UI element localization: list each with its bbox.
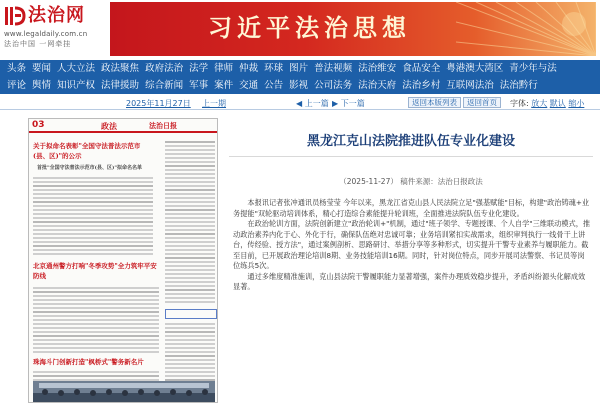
paper-right-column bbox=[165, 141, 215, 305]
title-divider bbox=[229, 156, 593, 157]
nav-item[interactable]: 交通 bbox=[239, 80, 259, 91]
nav-item[interactable]: 要闻 bbox=[32, 63, 52, 74]
article-panel bbox=[225, 118, 597, 403]
nav-item[interactable]: 法治天府 bbox=[358, 80, 397, 91]
article-meta: （2025-11-27） 稿件来源：法治日报政法 bbox=[339, 177, 483, 186]
next-article-link[interactable]: ▶ 下一篇 bbox=[332, 99, 365, 108]
nav-item[interactable]: 普法视频 bbox=[314, 63, 353, 74]
nav-item[interactable]: 互联网法治 bbox=[446, 80, 494, 91]
font-default-link[interactable]: 默认 bbox=[549, 99, 566, 108]
nav-item[interactable]: 舆情 bbox=[32, 80, 52, 91]
nav-item[interactable]: 粤港澳大湾区 bbox=[446, 63, 504, 74]
nav-item[interactable]: 图片 bbox=[289, 63, 309, 74]
nav-item[interactable]: 法学 bbox=[189, 63, 209, 74]
site-logo[interactable] bbox=[4, 3, 104, 53]
prev-issue-link[interactable]: 上一期 bbox=[202, 99, 226, 108]
paper-headline-2[interactable]: 北京通州警方打响"冬季攻势"全力筑牢平安防线 bbox=[33, 262, 157, 280]
article-body bbox=[233, 198, 591, 293]
banner-rays-decoration bbox=[456, 2, 596, 56]
paper-headline-1[interactable]: 关于拟命名表彰"全国守法普法示范市(县、区)"的公示 bbox=[33, 142, 141, 160]
main-nav bbox=[0, 60, 600, 94]
paper-article-highlight[interactable] bbox=[165, 309, 217, 319]
nav-item[interactable]: 人大立法 bbox=[57, 63, 96, 74]
nav-item[interactable]: 法律援助 bbox=[101, 80, 140, 91]
nav-item[interactable]: 律师 bbox=[214, 63, 234, 74]
newspaper-page-image[interactable] bbox=[28, 118, 218, 403]
nav-item[interactable]: 头条 bbox=[7, 63, 27, 74]
paper-column-text bbox=[33, 177, 153, 257]
issue-date-link[interactable]: 2025年11月27日 bbox=[126, 99, 191, 108]
nav-item[interactable]: 政法聚焦 bbox=[101, 63, 140, 74]
prev-article-link[interactable]: ◀ 上一篇 bbox=[296, 99, 329, 108]
nav-row-primary bbox=[0, 60, 600, 77]
nav-item[interactable]: 公司法务 bbox=[314, 80, 353, 91]
back-to-home-button[interactable]: 返回首页 bbox=[463, 97, 501, 108]
nav-item[interactable]: 政府法治 bbox=[145, 63, 184, 74]
banner-title: 习近平法治思想 bbox=[208, 13, 411, 42]
nav-item[interactable]: 青少年与法 bbox=[509, 63, 557, 74]
article-paragraph: 在政治轮训方面，法院创新建立"政治轮训+"机制，通过"班子领学、专题授课、个人自学"三维联动模式，推动政治素养内化于心、外化于行，确保队伍绝对忠诚可靠；业务培训紧扣实战需求，组织审判执行一线骨干上讲台，传经验、授方法"，通过案例剖析、思路研讨、举措分享等多种形式，切实提升干警专业素养与履职能力。截至目前，已开展政治理论培训8期、业务技能培训16期。同时，针对岗位特点，同步开展司法警察、书记员等岗位练兵5次。 bbox=[233, 219, 591, 270]
nav-item[interactable]: 评论 bbox=[7, 80, 27, 91]
paper-masthead: 法治日报 bbox=[149, 122, 177, 130]
logo-text: 法治网 bbox=[28, 5, 85, 26]
font-size-label: 字体: bbox=[510, 99, 529, 108]
paper-column-text bbox=[33, 287, 159, 355]
nav-item[interactable]: 法治乡村 bbox=[402, 80, 441, 91]
paper-section-name: 政法 bbox=[101, 122, 117, 131]
nav-item[interactable]: 军事 bbox=[189, 80, 209, 91]
font-large-link[interactable]: 放大 bbox=[531, 99, 548, 108]
site-slogan: 法治中国 一网牵挂 bbox=[4, 40, 72, 48]
nav-row-secondary bbox=[0, 77, 600, 94]
paper-photo bbox=[33, 381, 215, 403]
paper-headline-3[interactable]: 珠海斗门创新打造"枫桥式"警务新名片 bbox=[33, 358, 144, 366]
issue-toolbar bbox=[0, 96, 600, 110]
paper-page-number: 03 bbox=[32, 120, 45, 130]
paper-subhead-1: 首批"全国守法普法示范市(县、区)"拟命名名单 bbox=[37, 165, 142, 171]
logo-emblem-icon bbox=[4, 5, 26, 27]
site-header bbox=[0, 0, 600, 58]
article-title: 黑龙江克山法院推进队伍专业化建设 bbox=[306, 134, 515, 149]
nav-item[interactable]: 公告 bbox=[264, 80, 284, 91]
nav-item[interactable]: 食品安全 bbox=[402, 63, 441, 74]
nav-item[interactable]: 环球 bbox=[264, 63, 284, 74]
nav-item[interactable]: 法治黔行 bbox=[499, 80, 538, 91]
font-small-link[interactable]: 缩小 bbox=[568, 99, 585, 108]
back-to-list-button[interactable]: 返回本版列表 bbox=[408, 97, 461, 108]
nav-item[interactable]: 知识产权 bbox=[57, 80, 96, 91]
article-paragraph: 通过多维度精准施训，克山县法院干警履职能力显著增强，案件办理质效稳步提升，矛盾纠纷源头化解成效显著。 bbox=[233, 271, 586, 291]
nav-item[interactable]: 仲裁 bbox=[239, 63, 259, 74]
thought-banner[interactable] bbox=[110, 2, 596, 56]
nav-item[interactable]: 案件 bbox=[214, 80, 234, 91]
nav-item[interactable]: 法治维安 bbox=[358, 63, 397, 74]
paper-header bbox=[29, 119, 218, 133]
nav-item[interactable]: 综合新闻 bbox=[145, 80, 184, 91]
nav-item[interactable]: 影视 bbox=[289, 80, 309, 91]
article-paragraph: 本报讯记者张冲通讯员杨莹莹 今年以来，黑龙江省克山县人民法院立足"强基赋能"目标，构建"政治铸魂+业务提能"双轮驱动培训体系，精心打造综合素能提升轮训班，全面推进法院队伍专业化建设。 bbox=[233, 198, 590, 218]
font-size-controls bbox=[510, 98, 584, 109]
site-url: www.legaldaily.com.cn bbox=[4, 30, 88, 38]
